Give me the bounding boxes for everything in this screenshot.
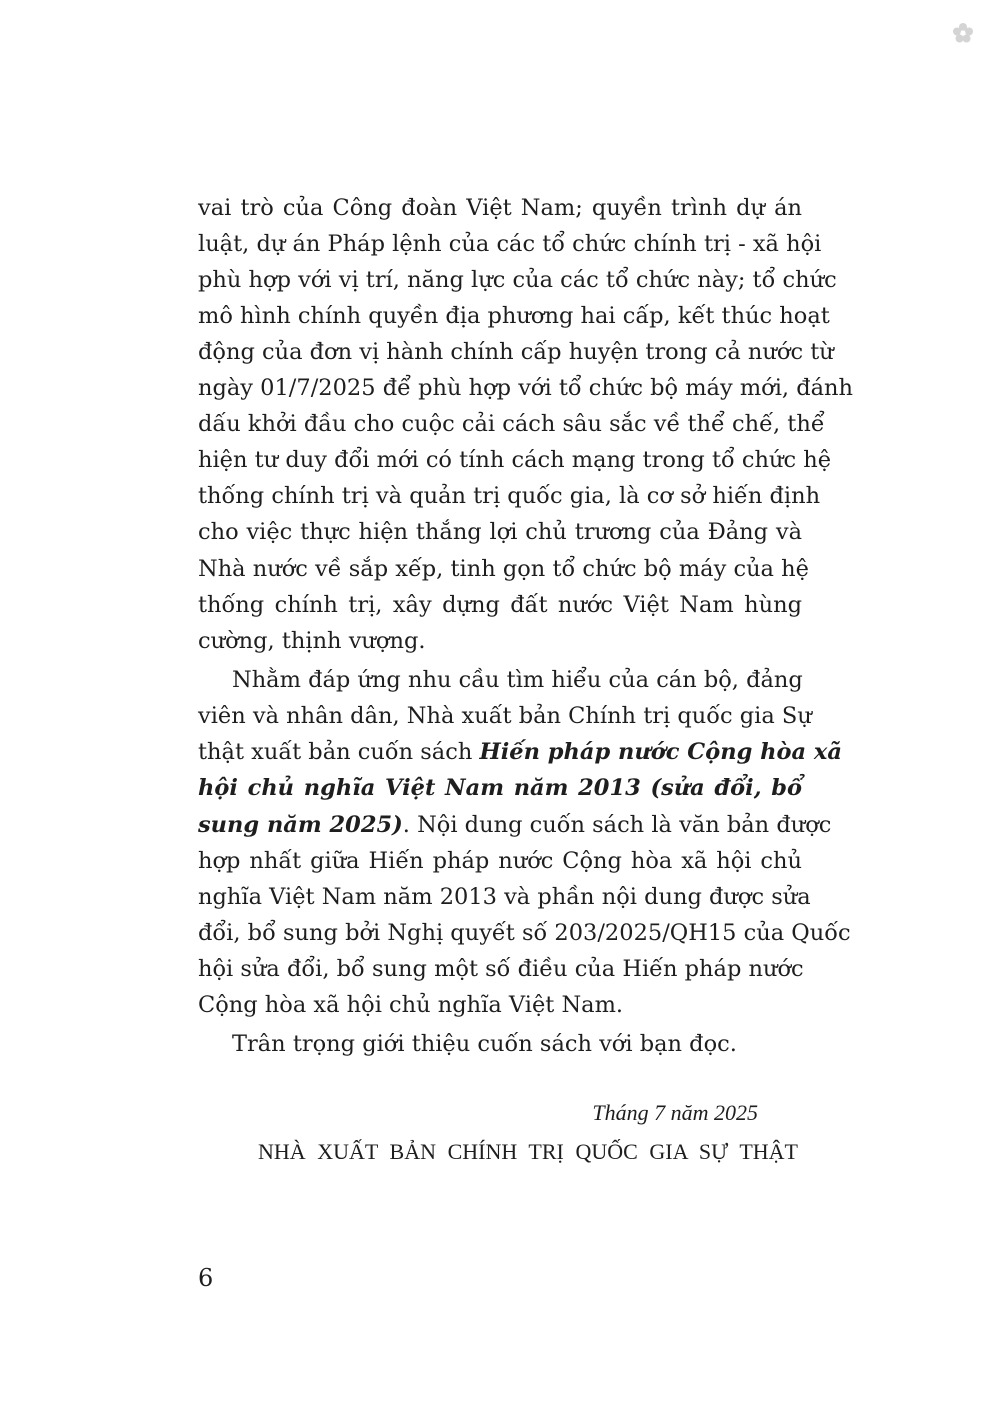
text-line: [198, 734, 842, 770]
text-line: luật, dự án Pháp lệnh của các tổ chức chính trị - xã hội: [198, 231, 822, 257]
text-line: nghĩa Việt Nam năm 2013 và phần nội dung được sửa: [198, 884, 811, 910]
text-line: cho việc thực hiện thắng lợi chủ trương của Đảng và: [198, 519, 802, 545]
book-title: sung năm 2025): [198, 812, 403, 838]
text-line: cường, thịnh vượng.: [198, 628, 426, 654]
text-line: Nhà nước về sắp xếp, tinh gọn tổ chức bộ máy của hệ: [198, 556, 809, 582]
text-line: đổi, bổ sung bởi Nghị quyết số 203/2025/QH15 của Quốc: [198, 920, 851, 946]
text-line: Cộng hòa xã hội chủ nghĩa Việt Nam.: [198, 992, 624, 1018]
book-title: Hiến pháp nước Cộng hòa xã: [479, 739, 842, 765]
text-segment: thật xuất bản cuốn sách: [198, 739, 480, 765]
text-line: thống chính trị, xây dựng đất nước Việt Nam hùng: [198, 592, 802, 618]
text-line: thống chính trị và quản trị quốc gia, là cơ sở hiến định: [198, 483, 821, 509]
text-line: viên và nhân dân, Nhà xuất bản Chính trị quốc gia Sự: [198, 703, 812, 729]
book-title: hội chủ nghĩa Việt Nam năm 2013 (sửa đổi, bổ: [198, 775, 802, 801]
text-line: hiện tư duy đổi mới có tính cách mạng trong tổ chức hệ: [198, 447, 832, 473]
text-line: Trân trọng giới thiệu cuốn sách với bạn đọc.: [232, 1031, 737, 1057]
text-segment: . Nội dung cuốn sách là văn bản được: [402, 812, 832, 838]
text-line: hội sửa đổi, bổ sung một số điều của Hiến pháp nước: [198, 956, 804, 982]
text-line: mô hình chính quyền địa phương hai cấp, kết thúc hoạt: [198, 303, 830, 329]
page-number: 6: [198, 1264, 214, 1292]
publisher-name: NHÀ XUẤT BẢN CHÍNH TRỊ QUỐC GIA SỰ THẬT: [258, 1139, 798, 1164]
text-line: Nhằm đáp ứng nhu cầu tìm hiểu của cán bộ, đảng: [232, 667, 803, 693]
text-line: dấu khởi đầu cho cuộc cải cách sâu sắc về thể chế, thể: [198, 411, 825, 437]
text-line: hợp nhất giữa Hiến pháp nước Cộng hòa xã hội chủ: [198, 848, 802, 874]
date-line: Tháng 7 năm 2025: [592, 1100, 758, 1125]
text-line: phù hợp với vị trí, năng lực của các tổ chức này; tổ chức: [198, 267, 837, 293]
text-line: vai trò của Công đoàn Việt Nam; quyền trình dự án: [198, 195, 802, 221]
flower-watermark-icon: [952, 22, 974, 44]
text-line: [198, 807, 832, 843]
text-line: ngày 01/7/2025 để phù hợp với tổ chức bộ máy mới, đánh: [198, 375, 854, 401]
text-line: động của đơn vị hành chính cấp huyện trong cả nước từ: [198, 339, 834, 365]
